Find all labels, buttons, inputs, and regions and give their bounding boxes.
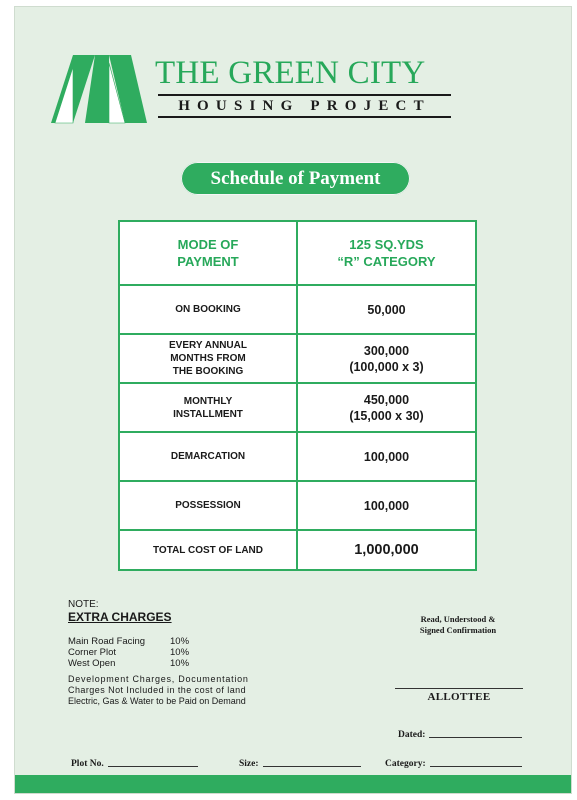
table-row [119,334,476,383]
list-item: Corner Plot 10% [68,647,190,658]
table-row [119,285,476,334]
payment-amount-cell: 300,000 (100,000 x 3) [297,334,476,383]
housing-project-logo [51,53,147,125]
table-header-row [119,221,476,285]
schedule-heading: Schedule of Payment [181,162,410,195]
plot-number-field: Plot No. [71,759,198,769]
payment-mode-cell: POSSESSION [119,481,297,530]
payment-amount-cell: 100,000 [297,432,476,481]
payment-mode-cell: ON BOOKING [119,285,297,334]
payment-amount-cell: 450,000 (15,000 x 30) [297,383,476,432]
size-field: Size: [239,759,361,769]
brand-subtitle: HOUSING PROJECT [158,94,451,118]
list-item: Main Road Facing 10% [68,636,190,647]
table-total-row [119,530,476,570]
extra-charges-title: EXTRA CHARGES [68,610,172,624]
payment-amount-cell: 100,000 [297,481,476,530]
allottee-label: ALLOTTEE [427,691,491,703]
note-label: NOTE: [68,599,99,610]
extra-charges-list [68,636,189,669]
payment-schedule-page [14,6,572,794]
allottee-signature-line [395,688,523,689]
signed-confirmation-label: Read, Understood & Signed Confirmation [419,614,497,635]
brand-title: THE GREEN CITY [155,55,426,91]
category-blank-line [430,766,522,767]
development-charges-note: Development Charges, Documentation Charges Not Included in the cost of land Electric, Gas & Water to be Paid on Demand [68,674,249,706]
payment-schedule-table [118,220,477,571]
table-row [119,383,476,432]
payment-amount-cell: 50,000 [297,285,476,334]
payment-mode-cell: DEMARCATION [119,432,297,481]
payment-mode-cell: EVERY ANNUAL MONTHS FROM THE BOOKING [119,334,297,383]
payment-mode-cell: TOTAL COST OF LAND [119,530,297,570]
footer-color-bar [15,775,572,794]
table-row [119,432,476,481]
dated-field: Dated: [398,730,522,740]
total-amount-cell: 1,000,000 [297,530,476,570]
dated-blank-line [429,737,522,738]
category-field: Category: [385,759,522,769]
header-plot-category: 125 SQ.YDS “R” CATEGORY [297,221,476,285]
table-row [119,481,476,530]
payment-mode-cell: MONTHLY INSTALLMENT [119,383,297,432]
header-mode-of-payment: MODE OF PAYMENT [119,221,297,285]
list-item: West Open 10% [68,658,190,669]
size-blank-line [263,766,361,767]
plot-number-blank-line [108,766,198,767]
